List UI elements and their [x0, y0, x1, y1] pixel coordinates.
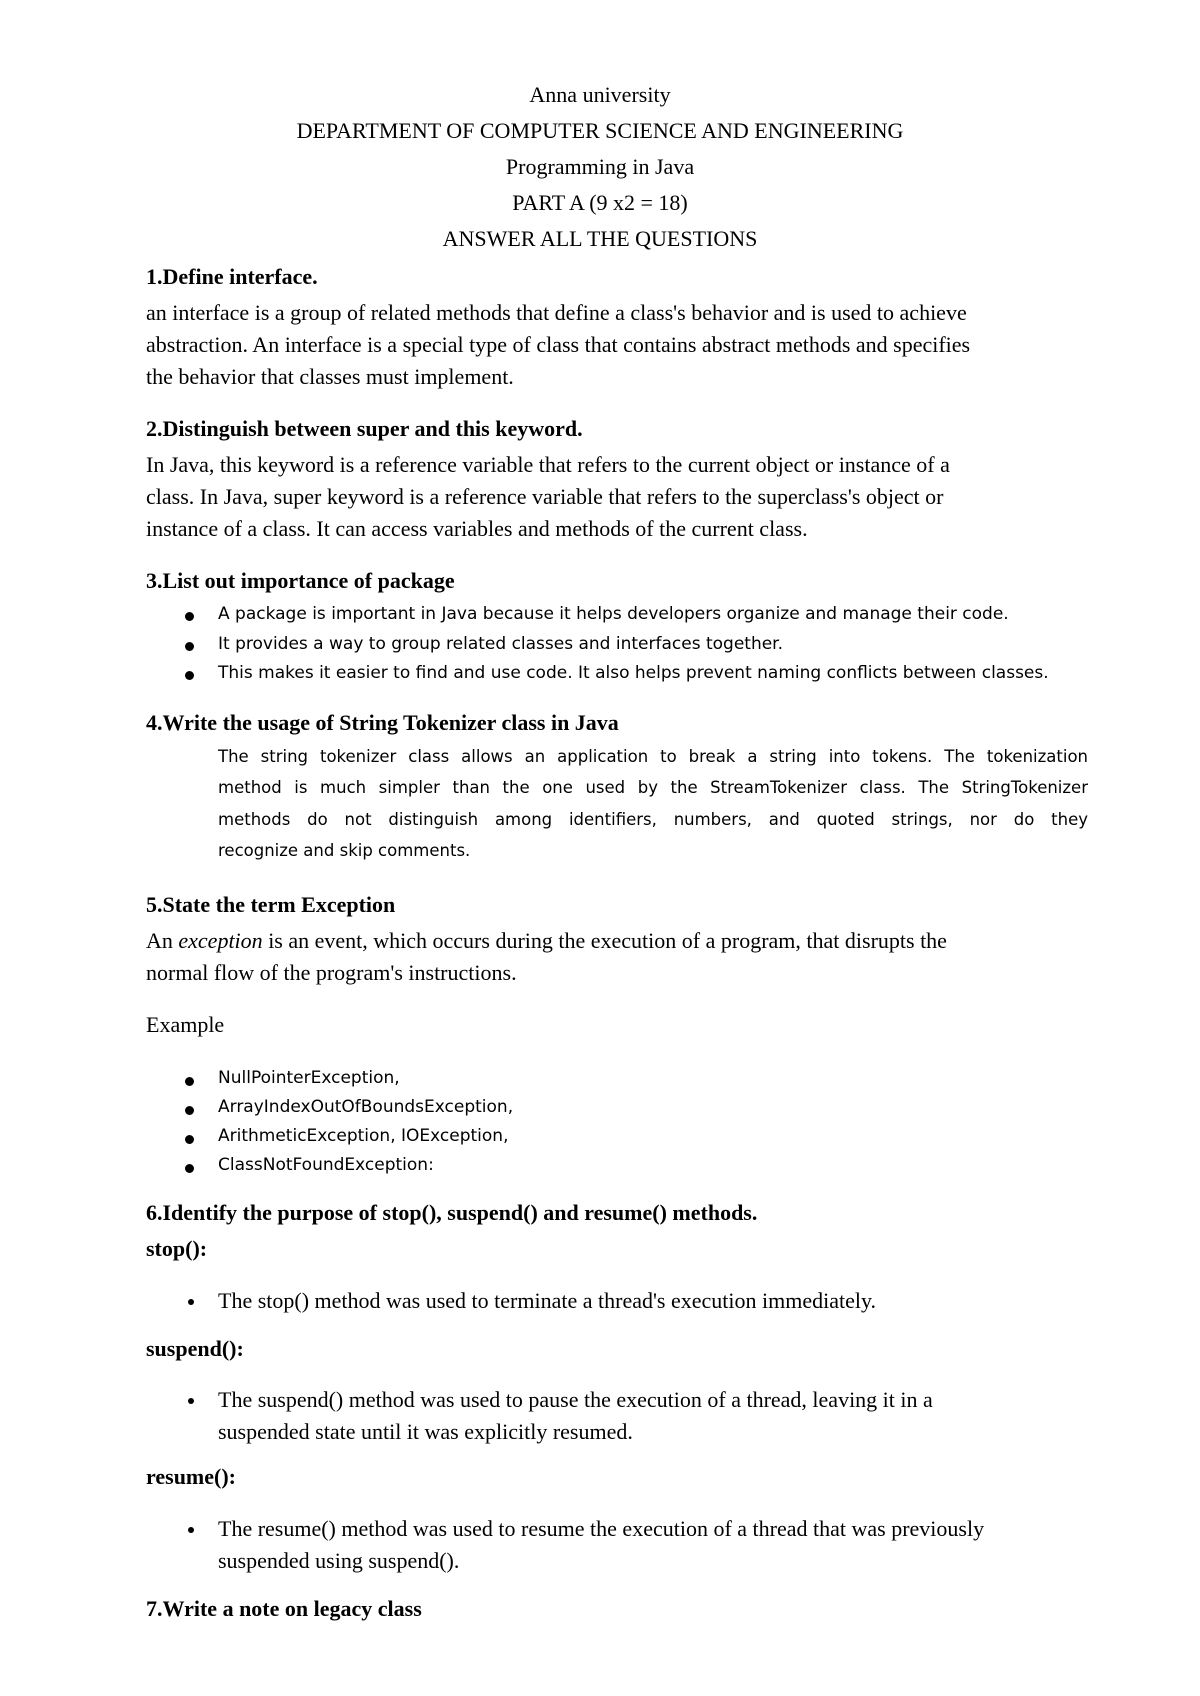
answer-4-line: recognize and skip comments. [218, 841, 471, 860]
example-label: Example [146, 1012, 225, 1037]
answer-4-line: methods do not distinguish among identifiers, numbers, and quoted strings, nor do they [218, 810, 1088, 829]
bullet-icon [185, 1164, 194, 1173]
question-3-title: 3.List out importance of package [146, 568, 455, 593]
answer-5-line: An exception is an event, which occurs during the execution of a program, that disrupts the [146, 928, 947, 953]
question-6-title: 6.Identify the purpose of stop(), suspend() and resume() methods. [146, 1200, 758, 1225]
stop-description: The stop() method was used to terminate a thread's execution immediately. [218, 1288, 877, 1313]
resume-description: The resume() method was used to resume the execution of a thread that was previously [218, 1516, 985, 1541]
suspend-description: suspended state until it was explicitly resumed. [218, 1419, 633, 1444]
bullet-icon [185, 1106, 194, 1115]
question-5-title: 5.State the term Exception [146, 892, 396, 917]
answer-2-line: instance of a class. It can access variables and methods of the current class. [146, 516, 808, 541]
bullet-icon [185, 1135, 194, 1144]
example-item: ArithmeticException, IOException, [218, 1126, 509, 1146]
part-heading: PART A (9 x2 = 18) [512, 190, 688, 215]
bullet-icon [185, 612, 194, 621]
example-item: NullPointerException, [218, 1068, 400, 1088]
university-name: Anna university [529, 82, 671, 107]
bullet-icon [188, 1527, 194, 1533]
suspend-description: The suspend() method was used to pause the execution of a thread, leaving it in a [218, 1387, 933, 1412]
answer-1-line: abstraction. An interface is a special type of class that contains abstract methods and specifies [146, 332, 971, 357]
answer-4-line: The string tokenizer class allows an application to break a string into tokens. The tokenization [218, 747, 1088, 766]
example-item: ArrayIndexOutOfBoundsException, [218, 1097, 514, 1117]
answer-1-line: the behavior that classes must implement. [146, 364, 514, 389]
example-item: ClassNotFoundException: [218, 1155, 434, 1175]
department-title: DEPARTMENT OF COMPUTER SCIENCE AND ENGINEERING [296, 118, 904, 143]
question-4-title: 4.Write the usage of String Tokenizer class in Java [146, 710, 619, 735]
stop-label: stop(): [146, 1236, 208, 1261]
bullet-icon [188, 1398, 194, 1404]
answer-5-line: normal flow of the program's instructions. [146, 960, 517, 985]
question-2-title: 2.Distinguish between super and this keyword. [146, 416, 583, 441]
answer-2-line: In Java, this keyword is a reference variable that refers to the current object or instance of a [146, 452, 950, 477]
subject-title: Programming in Java [505, 154, 695, 179]
answer-3-bullet: This makes it easier to find and use code. It also helps prevent naming conflicts between classes. [218, 663, 1049, 683]
question-7-title: 7.Write a note on legacy class [146, 1596, 422, 1621]
answer-3-bullet: A package is important in Java because it helps developers organize and manage their code. [218, 604, 1009, 624]
answer-4-line: method is much simpler than the one used by the StreamTokenizer class. The StringTokenizer [218, 778, 1088, 797]
resume-description: suspended using suspend(). [218, 1548, 460, 1573]
bullet-icon [185, 671, 194, 680]
bullet-icon [185, 1077, 194, 1086]
answer-1-line: an interface is a group of related methods that define a class's behavior and is used to achieve [146, 300, 967, 325]
answer-3-bullet: It provides a way to group related classes and interfaces together. [218, 634, 784, 654]
question-1-title: 1.Define interface. [146, 264, 318, 289]
resume-label: resume(): [146, 1464, 236, 1489]
bullet-icon [188, 1299, 194, 1305]
instruction-heading: ANSWER ALL THE QUESTIONS [442, 226, 758, 251]
suspend-label: suspend(): [146, 1336, 244, 1361]
answer-2-line: class. In Java, super keyword is a reference variable that refers to the superclass's object or [146, 484, 944, 509]
bullet-icon [185, 642, 194, 651]
